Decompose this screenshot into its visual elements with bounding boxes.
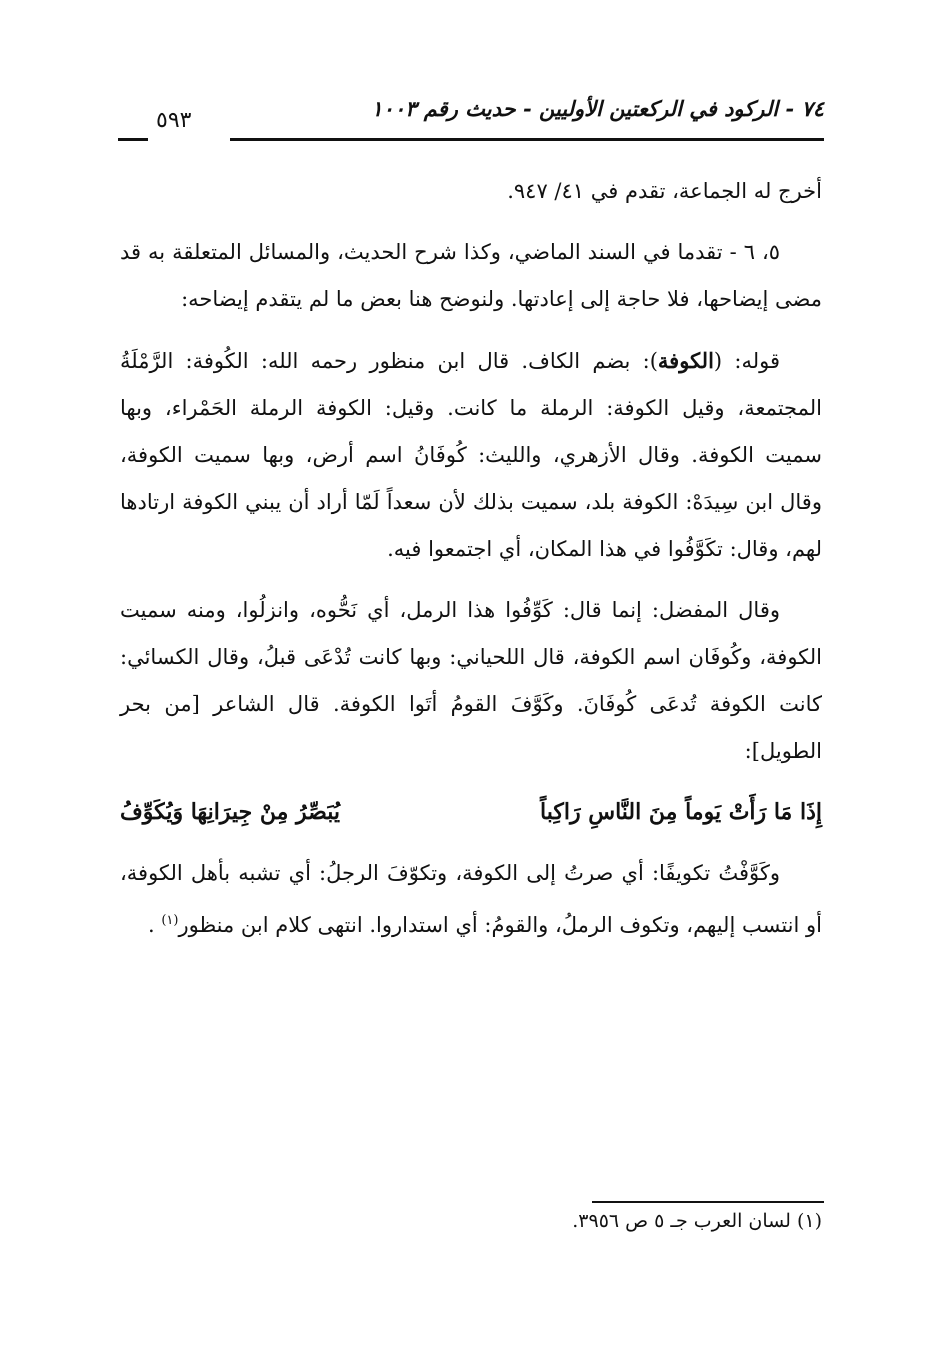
kufa-text: ): بضم الكاف. قال ابن منظور رحمه الله: الكُوفة: الرَّمْلَةُ المجتمعة، وقيل الكوفة: الرملة ما كانت. وقيل: الكوفة الرملة الحَمْراء، وبها سميت الكوفة. وقال الأزهري، والليث: كُوفَانُ اسم أرض، وبها سميت الكوفة، وقال ابن سِيدَهْ: الكوفة بلد، سميت بذلك لأن سعداً لَمّا أراد أن يبني الكوفة ارتادها لهم، وقال: تكَوَّفُوا في هذا المكان، أي اجتمعوا فيه. bbox=[120, 349, 822, 561]
footnote-reference[interactable]: (١) bbox=[161, 913, 179, 928]
header-title: ٧٤ - الركود في الركعتين الأوليين - حديث رقم ١٠٠٣ bbox=[371, 96, 824, 121]
page-header bbox=[118, 96, 824, 152]
verse-second-hemistich: يُبَصِّرُ مِنْ جِيرَانِهَا وَيُكَوِّفُ bbox=[120, 799, 341, 825]
header-rule bbox=[230, 138, 824, 141]
page-number: ٥٩٣ bbox=[156, 108, 192, 133]
verse-first-hemistich: إِذَا مَا رَأَتْ يَوماً مِنَ النَّاسِ رَاكِباً bbox=[540, 799, 822, 825]
footnote: (١) لسان العرب جـ ٥ ص ٣٩٥٦. bbox=[572, 1210, 822, 1232]
closing-text: وكَوَّفْتُ تكويفًا: أي صرتُ إلى الكوفة، وتكوّفَ الرجلُ: أي تشبه بأهل الكوفة، أو انتسب إليهم، وتكوف الرملُ، والقومُ: أي استداروا. انتهى كلام ابن منظور bbox=[120, 861, 822, 937]
paragraph-explanation: ٥، ٦ - تقدما في السند الماضي، وكذا شرح الحديث، والمسائل المتعلقة به قد مضى إيضاحها، فلا حاجة إلى إعادتها. ولنوضح هنا بعض ما لم يتقدم إيضاحه: bbox=[120, 240, 822, 311]
main-text bbox=[120, 168, 822, 963]
paragraph-closing bbox=[120, 850, 822, 949]
kufa-keyword: الكوفة bbox=[657, 348, 714, 373]
paragraph-mufaddal: وقال المفضل: إنما قال: كَوِّفُوا هذا الرمل، أي نَحُّوه، وانزلُوا، ومنه سميت الكوفة، وكُوفَان اسم الكوفة، قال اللحياني: وبها كانت تُدْعَى قبلُ، وقال الكسائي: كانت الكوفة تُدعَى كُوفَانَ. وكَوَّفَ القومُ أتَوا الكوفة. قال الشاعر [من بحر الطويل]: bbox=[120, 598, 822, 763]
paragraph-narration: أخرج له الجماعة، تقدم في ٤١/ ٩٤٧. bbox=[507, 179, 822, 203]
poetry-verse bbox=[120, 789, 822, 836]
header-dash bbox=[118, 138, 148, 141]
kufa-intro: قوله: ( bbox=[713, 349, 780, 373]
paragraph-kufa bbox=[120, 337, 822, 573]
footnote-separator bbox=[592, 1201, 824, 1203]
closing-end: . bbox=[147, 913, 155, 937]
